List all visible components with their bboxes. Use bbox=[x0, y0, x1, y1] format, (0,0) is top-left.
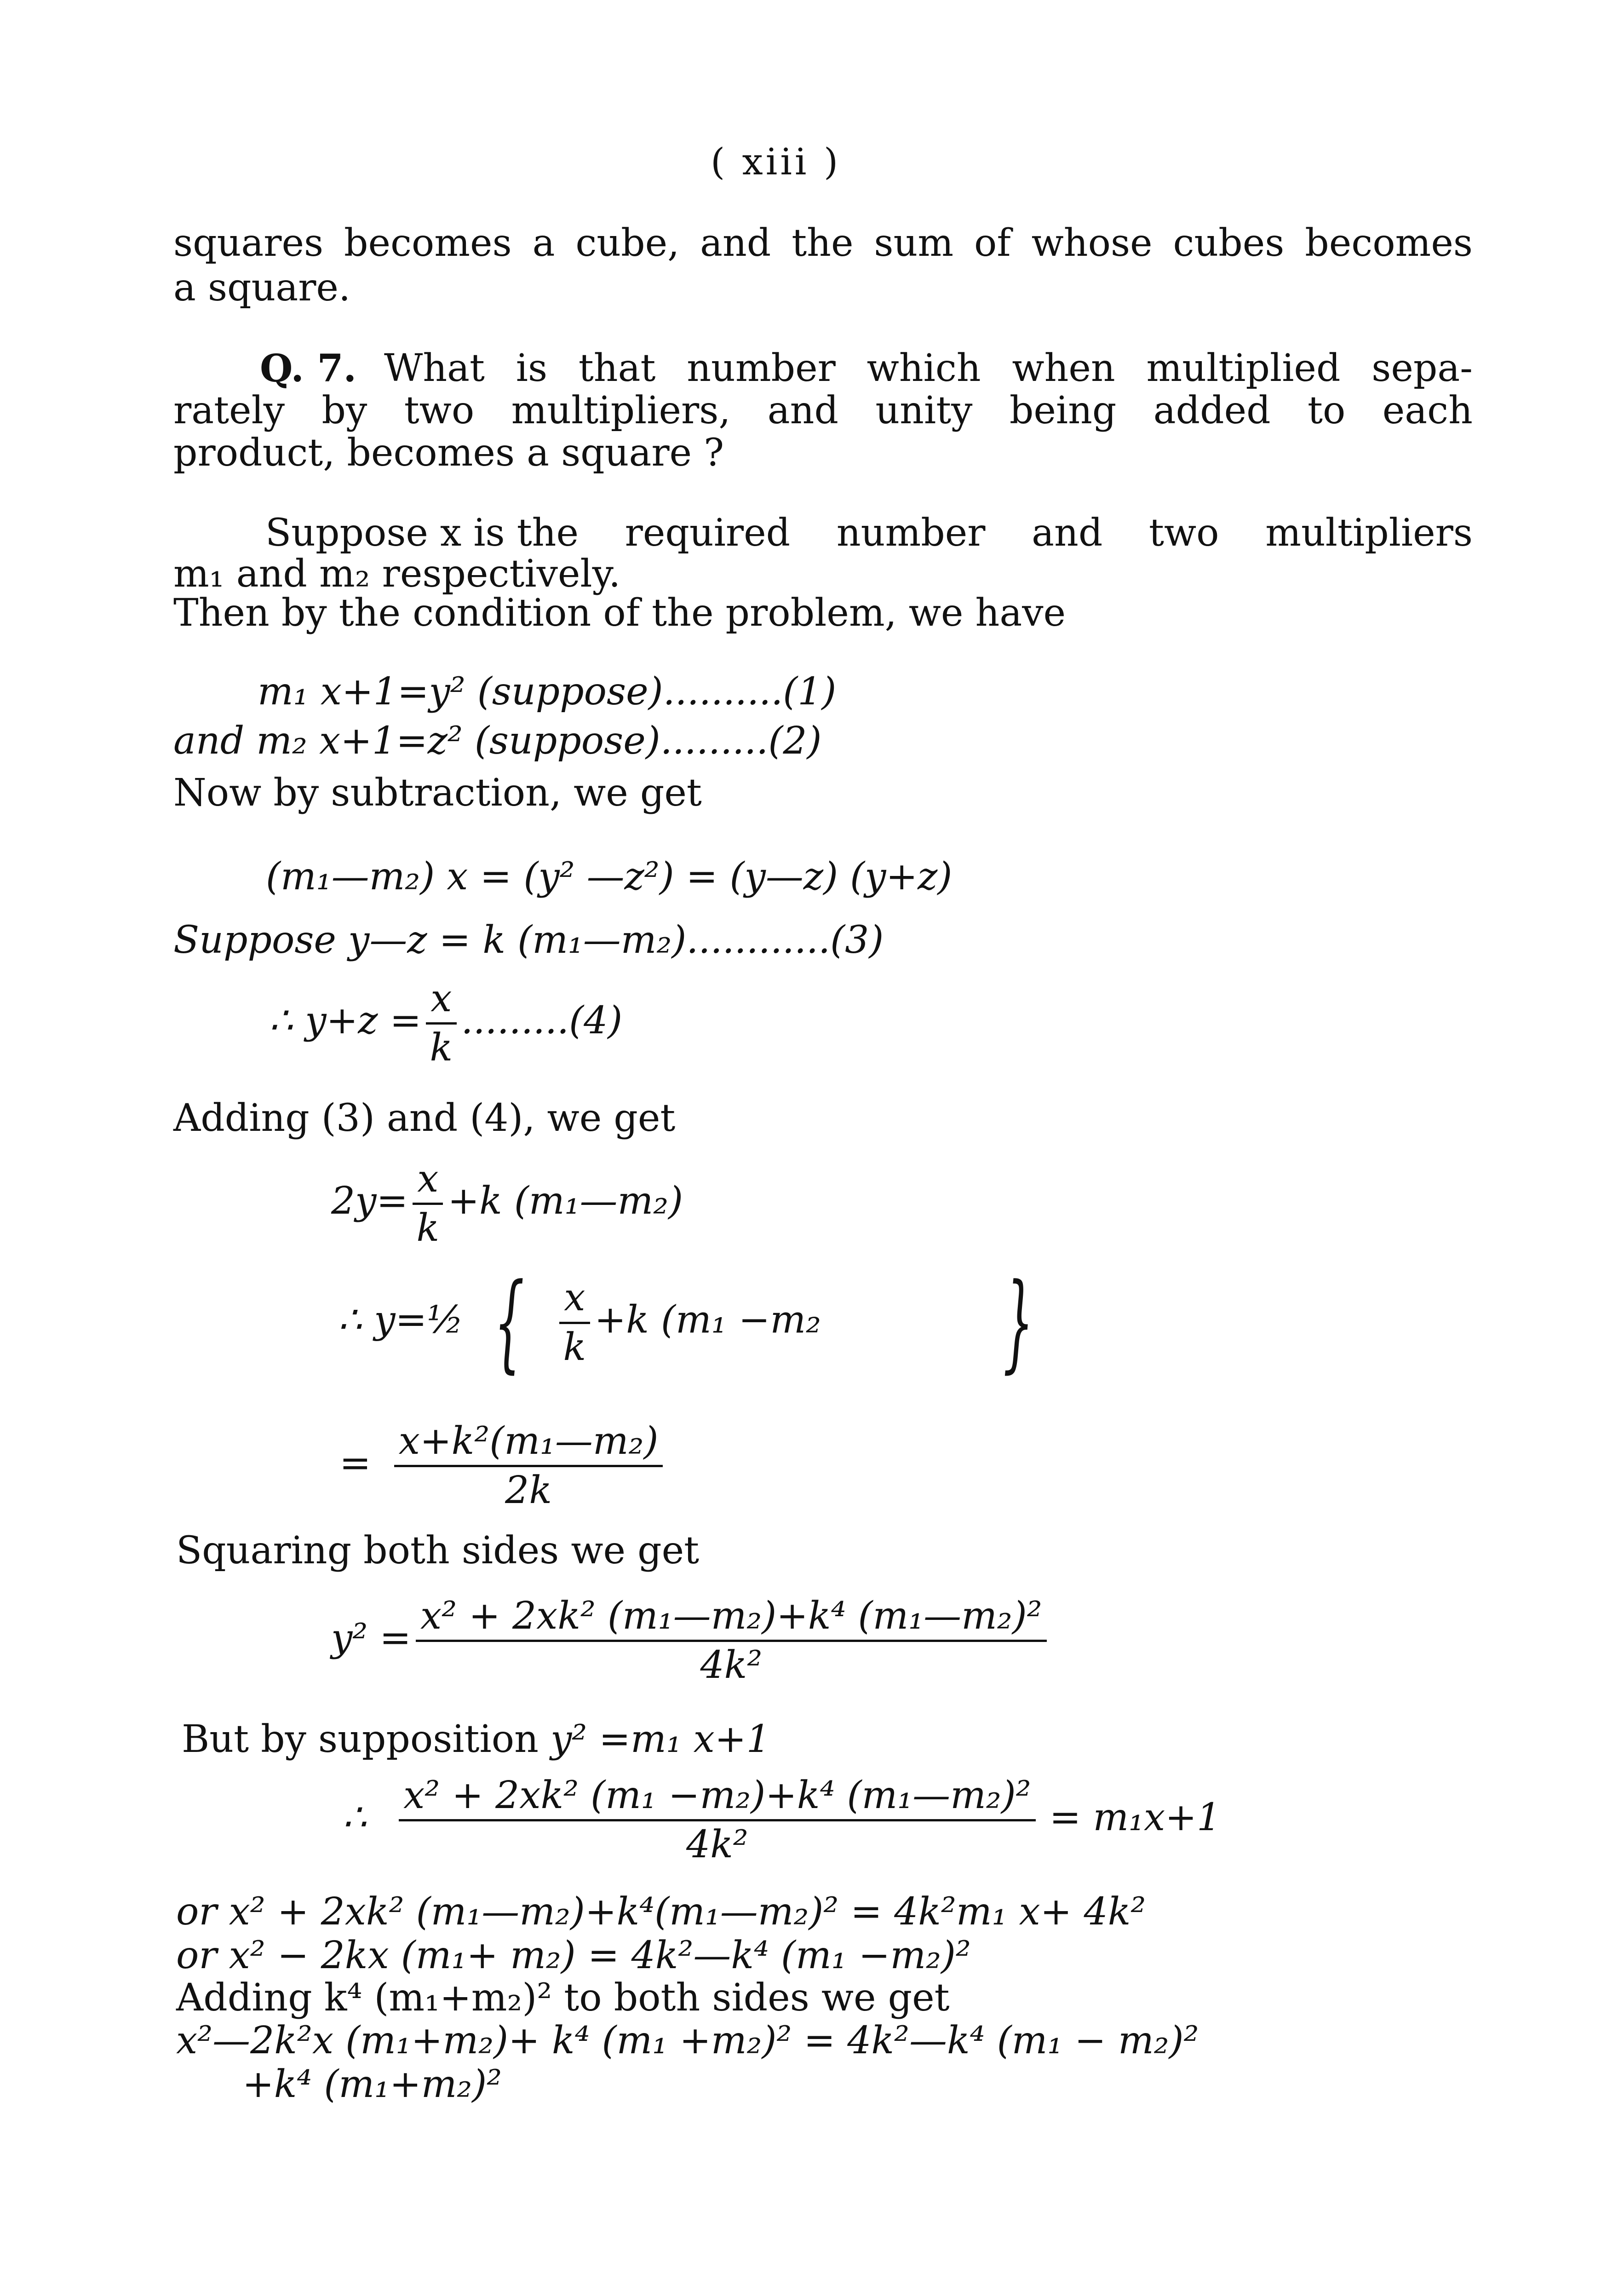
word: sepa- bbox=[1372, 346, 1473, 390]
eq7-fraction: $\frac{\text{x+k²(m₁—m₂)}}{2k}$ bbox=[394, 1422, 663, 1510]
equation-3: Suppose y—z = k (m₁—m₂)............(3) bbox=[173, 918, 884, 962]
equation-10: ∴ $\frac{\text{x² + 2xk² (m₁ −m₂)+k⁴ (m₁—m₂)²}}{\text{4k²}}$ = m₁x+1 bbox=[343, 1774, 1221, 1867]
eq4-right: .........(4) bbox=[461, 999, 623, 1043]
word: number bbox=[836, 511, 986, 555]
word: added bbox=[1153, 389, 1271, 432]
paragraph-line: Now by subtraction, we get bbox=[173, 771, 702, 815]
equation-14: +k⁴ (m₁+m₂)² bbox=[242, 2062, 502, 2106]
word: cubes bbox=[1173, 221, 1285, 265]
paragraph-line: Squaring both sides we get bbox=[176, 1529, 700, 1573]
equation-2: and m₂ x+1=z² (suppose).........(2) bbox=[173, 719, 822, 763]
equation-6: ∴ y=½ { $\frac{x}{k}$ +k (m₁ −m₂ } bbox=[338, 1261, 1034, 1384]
word: What bbox=[384, 346, 485, 390]
word: squares bbox=[173, 221, 324, 265]
word: required bbox=[625, 511, 791, 555]
paragraph-line: Then by the condition of the problem, we have bbox=[173, 591, 1066, 635]
left-brace: { bbox=[494, 1261, 524, 1384]
word: and bbox=[700, 221, 771, 265]
supposition-line: But by supposition y² =m₁ x+1 bbox=[182, 1717, 770, 1761]
word: and bbox=[1032, 511, 1103, 555]
word: which bbox=[867, 346, 981, 390]
question-line bbox=[260, 346, 1473, 391]
paragraph-line: Adding (3) and (4), we get bbox=[173, 1096, 676, 1140]
eq5-fraction: $\frac{x}{k}$ bbox=[413, 1159, 443, 1248]
word: that bbox=[578, 346, 656, 390]
word: of bbox=[974, 221, 1011, 265]
equation-4 bbox=[269, 979, 622, 1068]
word: whose bbox=[1031, 221, 1153, 265]
question-line: product, becomes a square ? bbox=[173, 431, 724, 475]
paragraph-line: Adding k⁴ (m₁+m₂)² to both sides we get bbox=[176, 1976, 950, 2020]
word: sum bbox=[874, 221, 954, 265]
equation-5: 2y= $\frac{x}{k}$ +k (m₁—m₂) bbox=[331, 1157, 683, 1250]
word: unity bbox=[875, 389, 973, 432]
word: to bbox=[1308, 389, 1346, 432]
word: number bbox=[687, 346, 836, 390]
word: cube, bbox=[575, 221, 680, 265]
equation-8: y² = $\frac{\text{x² + 2xk² (m₁—m₂)+k⁴ (m₁—m₂)²}}{\text{4k²}}$ bbox=[331, 1596, 1051, 1685]
equation-11: or x² + 2xk² (m₁—m₂)+k⁴(m₁—m₂)² = 4k²m₁ x+ 4k² bbox=[176, 1890, 1146, 1934]
eq4-fraction: $\frac{x}{k}$ bbox=[426, 979, 456, 1068]
equation-subtraction: (m₁—m₂) x = (y² —z²) = (y—z) (y+z) bbox=[266, 855, 953, 899]
paragraph-line: m₁ and m₂ respectively. bbox=[173, 552, 621, 596]
word: is bbox=[516, 346, 548, 390]
eq8-fraction: $\frac{\text{x² + 2xk² (m₁—m₂)+k⁴ (m₁—m₂)²}}{\text{4k²}}$ bbox=[416, 1596, 1047, 1685]
word: becomes bbox=[344, 221, 512, 265]
word: the bbox=[792, 221, 854, 265]
word: multiplied bbox=[1146, 346, 1341, 390]
word: multipliers bbox=[1265, 511, 1473, 555]
word: rately bbox=[173, 389, 285, 432]
word: two bbox=[404, 389, 475, 432]
word: Suppose x is the bbox=[265, 511, 579, 555]
word: being bbox=[1009, 389, 1117, 432]
question-line bbox=[173, 389, 1473, 432]
eq4-left: ∴ y+z = bbox=[269, 999, 422, 1043]
equation-9: y² =m₁ x+1 bbox=[550, 1717, 770, 1761]
paragraph-line bbox=[265, 511, 1473, 555]
eq10-fraction: $\frac{\text{x² + 2xk² (m₁ −m₂)+k⁴ (m₁—m₂)²}}{\text{4k²}}$ bbox=[399, 1776, 1035, 1865]
paragraph-line bbox=[173, 221, 1473, 265]
word: a bbox=[532, 221, 555, 265]
eq6-fraction: $\frac{x}{k}$ bbox=[559, 1278, 590, 1367]
word: two bbox=[1149, 511, 1219, 555]
equation-1: m₁ x+1=y² (suppose)..........(1) bbox=[258, 670, 837, 714]
equation-12: or x² − 2kx (m₁+ m₂) = 4k²—k⁴ (m₁ −m₂)² bbox=[176, 1934, 971, 1977]
equation-13: x²—2k²x (m₁+m₂)+ k⁴ (m₁ +m₂)² = 4k²—k⁴ (m₁ − m₂)² bbox=[176, 2019, 1199, 2062]
right-brace: } bbox=[1003, 1261, 1034, 1384]
word: and bbox=[767, 389, 838, 432]
question-label: Q. 7. bbox=[260, 346, 357, 391]
word: each bbox=[1382, 389, 1473, 432]
word: multipliers, bbox=[511, 389, 731, 432]
word: when bbox=[1012, 346, 1115, 390]
paragraph-line: a square. bbox=[173, 266, 351, 310]
equation-7: = $\frac{\text{x+k²(m₁—m₂)}}{2k}$ bbox=[339, 1422, 667, 1510]
word: becomes bbox=[1305, 221, 1473, 265]
word: by bbox=[321, 389, 367, 432]
page-number: ( xiii ) bbox=[711, 140, 841, 183]
